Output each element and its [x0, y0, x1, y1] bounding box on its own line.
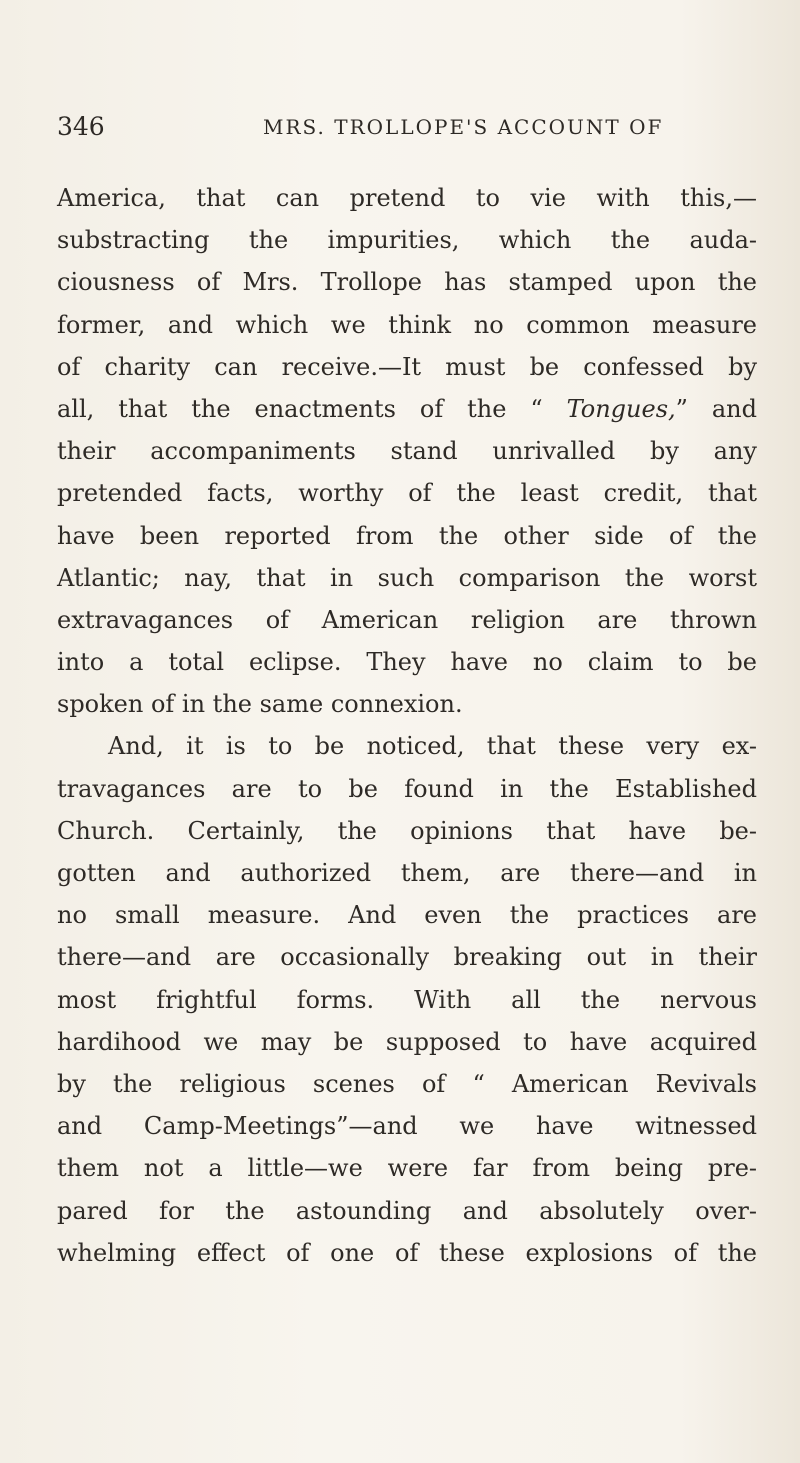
text-line-segment: extravagances of American religion are thrown [57, 605, 757, 634]
text-line [57, 936, 757, 978]
text-line-segment: Atlantic; nay, that in such comparison the worst [57, 563, 757, 592]
text-line-segment: travagances are to be found in the Established [57, 774, 757, 803]
text-line-segment: all, that the enactments of the “ [57, 394, 567, 423]
text-line-segment: there—and are occasionally breaking out in their [57, 943, 757, 972]
text-line-segment: pretended facts, worthy of the least credit, that [57, 479, 757, 508]
text-line-segment: pared for the astounding and absolutely over- [57, 1196, 757, 1225]
text-line-segment: ciousness of Mrs. Trollope has stamped upon the [57, 268, 757, 297]
text-line [57, 599, 757, 641]
text-line [57, 683, 757, 725]
text-line-segment: by the religious scenes of “ American Revivals [57, 1069, 757, 1098]
text-line-segment: America, that can pretend to vie with this,— [57, 184, 757, 212]
text-line [57, 725, 757, 767]
text-line [57, 894, 757, 936]
text-line [57, 852, 757, 894]
text-line [57, 430, 757, 472]
text-line [57, 641, 757, 683]
text-line [57, 768, 757, 810]
text-line [57, 515, 757, 557]
text-line-segment: whelming effect of one of these explosions of the [57, 1238, 757, 1267]
text-line-segment: And, it is to be noticed, that these very ex- [108, 732, 757, 761]
text-line-segment: most frightful forms. With all the nervous [57, 985, 757, 1014]
text-line [57, 1021, 757, 1063]
page-header [57, 112, 757, 152]
italic-term: Tongues, [566, 394, 676, 423]
text-line [57, 177, 757, 219]
text-line [57, 219, 757, 261]
text-line [57, 346, 757, 388]
text-line-segment: spoken of in the same connexion. [57, 690, 463, 719]
running-head: MRS. TROLLOPE'S ACCOUNT OF [263, 115, 664, 139]
page-number: 346 [57, 112, 105, 141]
text-line [57, 979, 757, 1021]
text-line-segment: their accompaniments stand unrivalled by any [57, 437, 757, 466]
text-line [57, 1063, 757, 1105]
body-text [57, 177, 757, 1274]
text-line [57, 1190, 757, 1232]
text-line-segment: have been reported from the other side of the [57, 521, 757, 550]
text-line [57, 810, 757, 852]
text-line-segment: of charity can receive.—It must be confessed by [57, 352, 757, 381]
text-line [57, 557, 757, 599]
text-line [57, 261, 757, 303]
text-line-segment: Church. Certainly, the opinions that have be- [57, 816, 757, 845]
text-line [57, 304, 757, 346]
text-line-segment: into a total eclipse. They have no claim to be [57, 648, 757, 677]
text-line-segment: them not a little—we were far from being pre- [57, 1154, 757, 1183]
text-line-segment: former, and which we think no common measure [57, 310, 757, 339]
text-line [57, 1105, 757, 1147]
text-line-segment: hardihood we may be supposed to have acquired [57, 1027, 757, 1056]
text-line-segment: and Camp-Meetings”—and we have witnessed [57, 1112, 757, 1141]
text-line-segment: gotten and authorized them, are there—and in [57, 859, 757, 887]
text-line-segment: ” and [675, 394, 758, 423]
text-line-segment: no small measure. And even the practices are [57, 901, 757, 930]
text-line-segment: substracting the impurities, which the auda- [57, 226, 757, 255]
text-line [57, 1147, 757, 1189]
text-line [57, 388, 757, 430]
text-line [57, 1232, 757, 1274]
text-line [57, 472, 757, 514]
